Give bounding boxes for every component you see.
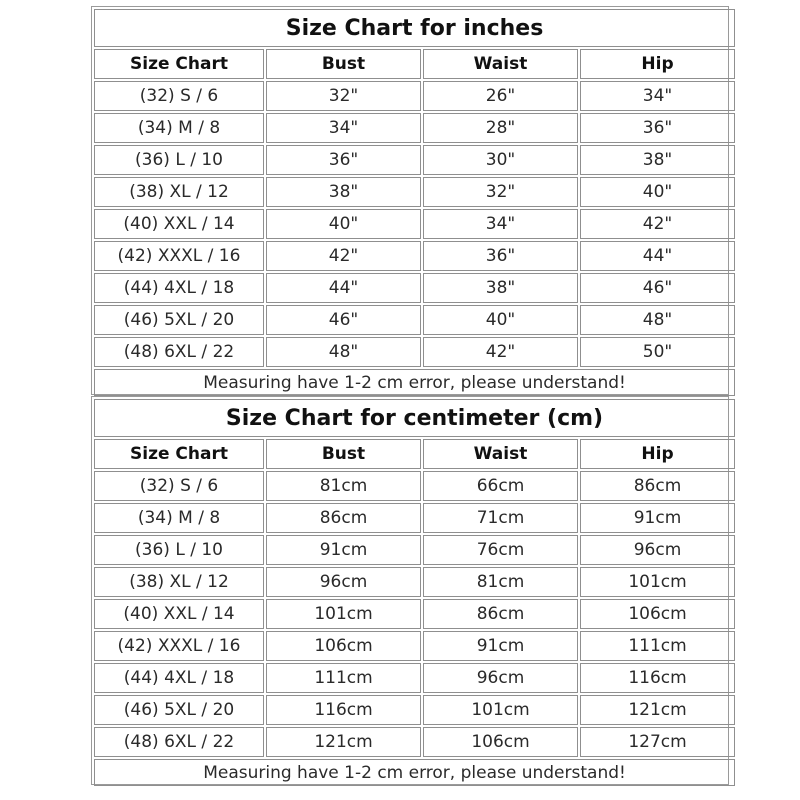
table-row (94, 567, 735, 597)
cell-waist: 40" (423, 305, 578, 335)
cell-bust: 48" (266, 337, 421, 367)
measurement-note: Measuring have 1-2 cm error, please understand! (94, 369, 735, 396)
cell-size: (34) M / 8 (94, 113, 264, 143)
cell-hip: 38" (580, 145, 735, 175)
cm-table (92, 397, 737, 788)
table-row (94, 305, 735, 335)
cell-hip: 42" (580, 209, 735, 239)
table-row (94, 241, 735, 271)
cell-hip: 101cm (580, 567, 735, 597)
cell-size: (36) L / 10 (94, 145, 264, 175)
cell-bust: 106cm (266, 631, 421, 661)
cell-size: (44) 4XL / 18 (94, 663, 264, 693)
header-waist: Waist (423, 49, 578, 79)
header-bust: Bust (266, 49, 421, 79)
cell-bust: 44" (266, 273, 421, 303)
cell-bust: 38" (266, 177, 421, 207)
table-row (94, 81, 735, 111)
cell-size: (36) L / 10 (94, 535, 264, 565)
cell-hip: 50" (580, 337, 735, 367)
cell-waist: 106cm (423, 727, 578, 757)
cell-hip: 111cm (580, 631, 735, 661)
cell-hip: 116cm (580, 663, 735, 693)
table-row (94, 209, 735, 239)
cell-hip: 44" (580, 241, 735, 271)
table-row (94, 177, 735, 207)
header-size-chart: Size Chart (94, 49, 264, 79)
cell-hip: 40" (580, 177, 735, 207)
cell-size: (42) XXXL / 16 (94, 631, 264, 661)
cell-size: (32) S / 6 (94, 81, 264, 111)
cell-bust: 32" (266, 81, 421, 111)
table-row (94, 503, 735, 533)
cell-hip: 86cm (580, 471, 735, 501)
inches-table (92, 7, 737, 398)
cell-bust: 36" (266, 145, 421, 175)
cell-bust: 121cm (266, 727, 421, 757)
table-row (94, 337, 735, 367)
cell-size: (44) 4XL / 18 (94, 273, 264, 303)
cell-hip: 36" (580, 113, 735, 143)
cell-waist: 30" (423, 145, 578, 175)
cell-hip: 91cm (580, 503, 735, 533)
cell-hip: 48" (580, 305, 735, 335)
header-hip: Hip (580, 439, 735, 469)
cell-bust: 46" (266, 305, 421, 335)
cell-waist: 91cm (423, 631, 578, 661)
cell-bust: 116cm (266, 695, 421, 725)
cm-table-title: Size Chart for centimeter (cm) (94, 399, 735, 437)
cell-bust: 40" (266, 209, 421, 239)
size-chart-inches (91, 6, 729, 395)
table-row (94, 695, 735, 725)
cell-size: (42) XXXL / 16 (94, 241, 264, 271)
cell-hip: 127cm (580, 727, 735, 757)
cell-waist: 38" (423, 273, 578, 303)
table-row (94, 273, 735, 303)
inches-table-title: Size Chart for inches (94, 9, 735, 47)
table-row (94, 599, 735, 629)
table-row (94, 471, 735, 501)
cell-waist: 26" (423, 81, 578, 111)
cell-hip: 106cm (580, 599, 735, 629)
header-size-chart: Size Chart (94, 439, 264, 469)
cell-bust: 42" (266, 241, 421, 271)
cell-hip: 96cm (580, 535, 735, 565)
cell-waist: 32" (423, 177, 578, 207)
cell-size: (46) 5XL / 20 (94, 695, 264, 725)
cell-size: (38) XL / 12 (94, 177, 264, 207)
cell-hip: 46" (580, 273, 735, 303)
cell-size: (40) XXL / 14 (94, 209, 264, 239)
cell-waist: 96cm (423, 663, 578, 693)
table-row (94, 663, 735, 693)
inches-header-row (94, 49, 735, 79)
table-row (94, 727, 735, 757)
cell-waist: 66cm (423, 471, 578, 501)
cell-waist: 36" (423, 241, 578, 271)
measurement-note: Measuring have 1-2 cm error, please understand! (94, 759, 735, 786)
cell-waist: 34" (423, 209, 578, 239)
cell-size: (38) XL / 12 (94, 567, 264, 597)
cell-waist: 71cm (423, 503, 578, 533)
table-row (94, 113, 735, 143)
cell-bust: 34" (266, 113, 421, 143)
size-chart-centimeter (91, 396, 729, 785)
cell-size: (32) S / 6 (94, 471, 264, 501)
cell-size: (46) 5XL / 20 (94, 305, 264, 335)
cell-bust: 111cm (266, 663, 421, 693)
cm-header-row (94, 439, 735, 469)
cell-size: (48) 6XL / 22 (94, 337, 264, 367)
cell-bust: 86cm (266, 503, 421, 533)
cell-bust: 96cm (266, 567, 421, 597)
header-waist: Waist (423, 439, 578, 469)
cell-bust: 91cm (266, 535, 421, 565)
cell-size: (34) M / 8 (94, 503, 264, 533)
cell-size: (40) XXL / 14 (94, 599, 264, 629)
header-bust: Bust (266, 439, 421, 469)
table-row (94, 145, 735, 175)
table-row (94, 631, 735, 661)
cell-waist: 76cm (423, 535, 578, 565)
cell-waist: 42" (423, 337, 578, 367)
cell-hip: 34" (580, 81, 735, 111)
cell-waist: 101cm (423, 695, 578, 725)
header-hip: Hip (580, 49, 735, 79)
cell-waist: 86cm (423, 599, 578, 629)
cell-bust: 81cm (266, 471, 421, 501)
table-row (94, 535, 735, 565)
cell-size: (48) 6XL / 22 (94, 727, 264, 757)
cell-bust: 101cm (266, 599, 421, 629)
cell-waist: 81cm (423, 567, 578, 597)
cell-waist: 28" (423, 113, 578, 143)
cell-hip: 121cm (580, 695, 735, 725)
